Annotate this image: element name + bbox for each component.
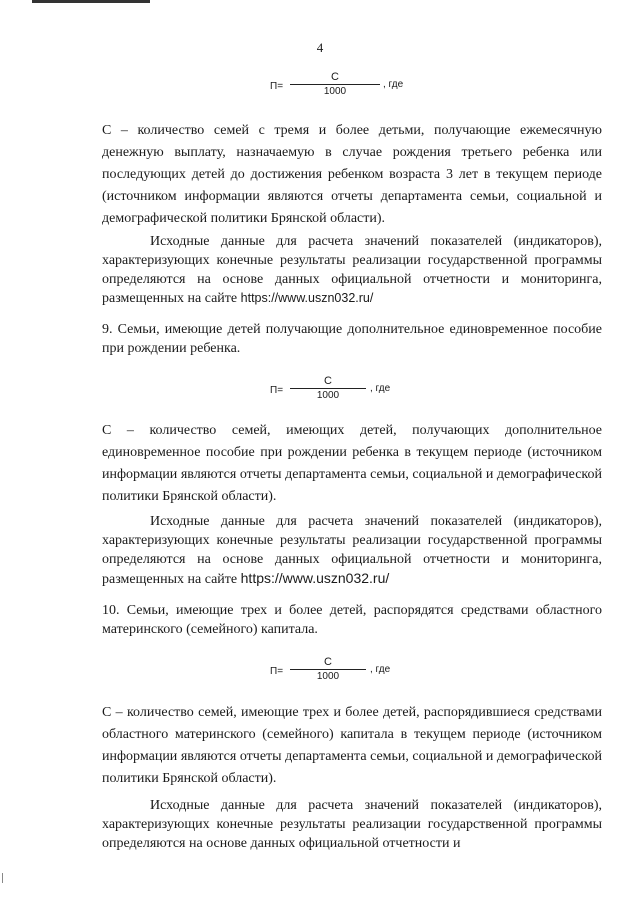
item-9-heading: 9. Семьи, имеющие детей получающие дополнительное единовременное пособие при рождении ребенка. [102,322,602,356]
formula-numerator: С [331,71,339,83]
formula-numerator: С [324,656,332,668]
formula-denominator: 1000 [316,671,340,682]
formula-lhs: П= [270,666,284,677]
paragraph-source-1 [102,232,602,308]
formula-rhs: , где [383,79,404,90]
page-number: 4 [316,40,324,55]
formula-rhs: , где [370,383,391,394]
scan-artifact [2,873,3,883]
formula-lhs: П= [270,385,284,396]
source-link[interactable]: https://www.uszn032.ru/ [240,570,390,586]
paragraph-c-definition-1: С – количество семей с тремя и более детьми, получающие ежемесячную денежную выплату, назначаемую в случае рождения третьего ребенка или последующих детей до достижения ребенком возраста 3 лет в текущем периоде (источником информации являются отчеты департамента семьи, социальной и демографической политики Брянской области). [102,123,602,226]
formula-denominator: 1000 [316,390,340,401]
formula-3 [0,655,640,689]
item-10-heading: 10. Семьи, имеющие трех и более детей, распорядятся средствами областного материнского (семейного) капитала. [102,603,602,637]
formula-2 [0,374,640,408]
formula-rhs: , где [370,664,391,675]
formula-fraction [290,70,380,99]
paragraph-source-2 [102,512,602,589]
formula-lhs: П= [270,81,284,92]
paragraph-c-definition-2: С – количество семей, имеющих детей, получающих дополнительное единовременное пособие при рождении ребенка в текущем периоде (источником информации являются отчеты департамента семьи, социальной и демографической политики Брянской области). [102,423,602,504]
source-text: Исходные данные для расчета значений показателей (индикаторов), характеризующих конечные результаты реализации государственной программы определяются на основе данных официальной отчетности и мониторинга, размещенных на сайте [102,514,602,587]
paragraph-source-3: Исходные данные для расчета значений показателей (индикаторов), характеризующих конечные результаты реализации государственной программы определяются на основе данных официальной отчетности и [102,798,602,851]
formula-1 [0,70,640,104]
paragraph-c-definition-3: С – количество семей, имеющие трех и более детей, распорядившиеся средствами областного материнского (семейного) капитала в текущем периоде (источником информации являются отчеты департамента семьи, социальной и демографической политики Брянской области). [102,705,602,786]
source-text: Исходные данные для расчета значений показателей (индикаторов), характеризующих конечные результаты реализации государственной программы определяются на основе данных официальной отчетности и мониторинга, размещенных на сайте [102,234,602,306]
formula-fraction [290,374,366,403]
formula-fraction [290,655,366,684]
formula-denominator: 1000 [323,86,347,97]
source-link[interactable]: https://www.uszn032.ru/ [240,291,374,305]
formula-numerator: С [324,375,332,387]
top-edge-rule [32,0,150,3]
